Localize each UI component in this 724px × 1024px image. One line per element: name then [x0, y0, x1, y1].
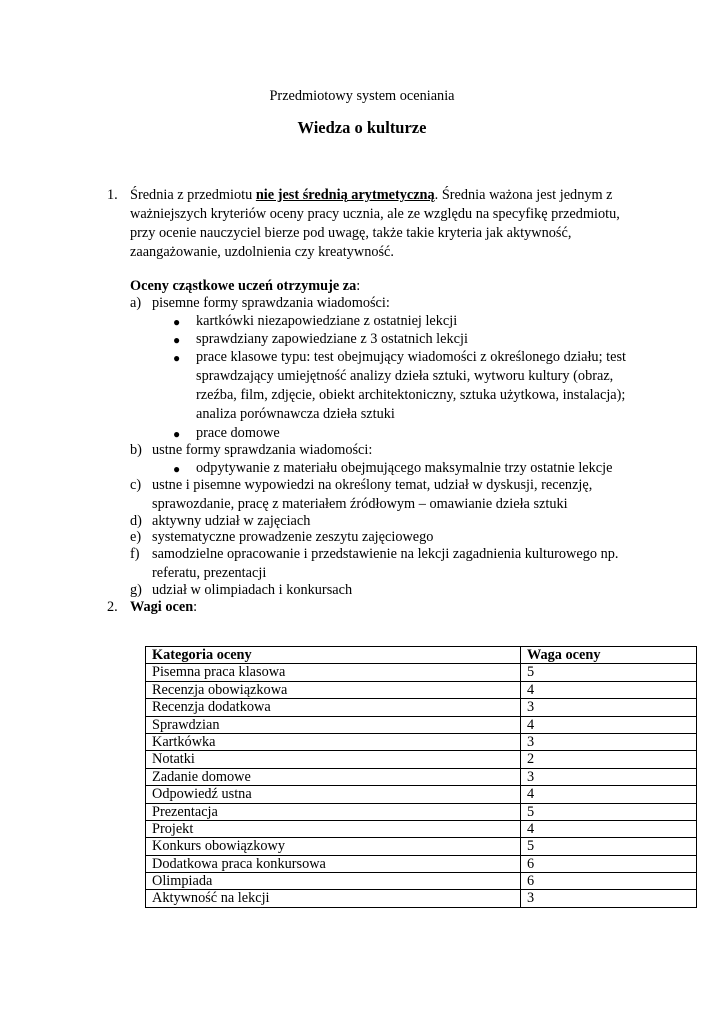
bullet-icon: ●	[173, 333, 181, 347]
partial-grades-heading-colon: :	[356, 278, 361, 294]
item-e-letter: e)	[130, 529, 142, 545]
item-e-text: systematyczne prowadzenie zeszytu zajęciowego	[152, 529, 434, 545]
category-cell: Notatki	[146, 751, 521, 768]
document-subtitle: Przedmiotowy system oceniania	[269, 88, 455, 104]
item-c-letter: c)	[130, 477, 142, 493]
category-cell: Prezentacja	[146, 803, 521, 820]
section-1-number: 1.	[107, 187, 118, 203]
weight-cell: 6	[521, 873, 697, 890]
category-cell: Recenzja obowiązkowa	[146, 681, 521, 698]
item-a-bullet-3-line-2: sprawdzający umiejętność analizy dzieła sztuki, wytworu kultury (obraz,	[196, 368, 614, 384]
document-title: Wiedza o kulturze	[297, 118, 427, 137]
item-f-letter: f)	[130, 546, 140, 562]
weight-cell: 4	[521, 820, 697, 837]
table-row	[146, 664, 697, 681]
section-2-number: 2.	[107, 599, 118, 615]
weight-cell: 4	[521, 681, 697, 698]
table-header-weight: Waga oceny	[521, 647, 697, 664]
item-a-bullet-3-line-1: prace klasowe typu: test obejmujący wiadomości z określonego działu; test	[196, 349, 626, 365]
table-row	[146, 838, 697, 855]
table-row	[146, 803, 697, 820]
weight-cell: 2	[521, 751, 697, 768]
item-b-letter: b)	[130, 442, 142, 458]
table-row	[146, 855, 697, 872]
category-cell: Zadanie domowe	[146, 768, 521, 785]
category-cell: Konkurs obowiązkowy	[146, 838, 521, 855]
table-row	[146, 890, 697, 907]
item-g-text: udział w olimpiadach i konkursach	[152, 582, 353, 598]
table-row	[146, 873, 697, 890]
weight-cell: 3	[521, 699, 697, 716]
section-1-line-3: przy ocenie nauczyciel bierze pod uwagę, także takie kryteria jak aktywność,	[130, 225, 572, 241]
weight-cell: 5	[521, 803, 697, 820]
bullet-icon: ●	[173, 427, 181, 441]
item-b-text: ustne formy sprawdzania wiadomości:	[152, 442, 373, 458]
item-a-bullet-3-line-3: rzeźba, film, zdjęcie, obiekt architektoniczny, sztuka użytkowa, instalacja);	[196, 387, 626, 403]
section-1-emphasis: nie jest średnią arytmetyczną	[255, 187, 435, 203]
category-cell: Projekt	[146, 820, 521, 837]
category-cell: Recenzja dodatkowa	[146, 699, 521, 716]
section-1-line-4: zaangażowanie, uzdolnienia czy kreatywność.	[130, 244, 394, 260]
item-c-line-2: sprawozdanie, pracę z materiałem źródłowym – omawianie dzieła sztuki	[152, 496, 568, 512]
table-header-category: Kategoria oceny	[146, 647, 521, 664]
table-row	[146, 699, 697, 716]
item-a-letter: a)	[130, 295, 142, 311]
item-g-letter: g)	[130, 582, 142, 598]
table-header-row	[146, 647, 697, 664]
category-cell: Aktywność na lekcji	[146, 890, 521, 907]
item-a-bullet-1: kartkówki niezapowiedziane z ostatniej lekcji	[196, 313, 458, 329]
section-1-line-1-post: . Średnia ważona jest jednym z	[434, 187, 613, 203]
weight-cell: 4	[521, 786, 697, 803]
table-row	[146, 751, 697, 768]
bullet-icon: ●	[173, 462, 181, 476]
partial-grades-heading-bold: Oceny cząstkowe uczeń otrzymuje za	[130, 278, 357, 294]
table-row	[146, 733, 697, 750]
section-2-heading-bold: Wagi ocen	[130, 599, 194, 615]
section-1-line-2: ważniejszych kryteriów oceny pracy ucznia, ale ze względu na specyfikę przedmiotu,	[130, 206, 620, 222]
bullet-icon: ●	[173, 351, 181, 365]
partial-grades-heading	[130, 277, 360, 295]
section-2-heading	[130, 598, 197, 616]
weight-cell: 6	[521, 855, 697, 872]
bullet-icon: ●	[173, 315, 181, 329]
table-row	[146, 786, 697, 803]
category-cell: Odpowiedź ustna	[146, 786, 521, 803]
category-cell: Sprawdzian	[146, 716, 521, 733]
weight-cell: 3	[521, 733, 697, 750]
table-row	[146, 681, 697, 698]
weight-cell: 3	[521, 890, 697, 907]
category-cell: Pisemna praca klasowa	[146, 664, 521, 681]
item-a-bullet-3-line-4: analiza porównawcza dzieła sztuki	[196, 406, 395, 422]
item-a-bullet-2: sprawdziany zapowiedziane z 3 ostatnich lekcji	[196, 331, 468, 347]
section-2-heading-colon: :	[193, 599, 198, 615]
weight-cell: 5	[521, 664, 697, 681]
category-cell: Kartkówka	[146, 733, 521, 750]
item-c-line-1: ustne i pisemne wypowiedzi na określony temat, udział w dyskusji, recenzję,	[152, 477, 593, 493]
item-f-line-1: samodzielne opracowanie i przedstawienie na lekcji zagadnienia kulturowego np.	[152, 546, 619, 562]
item-a-text: pisemne formy sprawdzania wiadomości:	[152, 295, 390, 311]
weight-cell: 5	[521, 838, 697, 855]
item-a-bullet-4: prace domowe	[196, 425, 280, 441]
weight-cell: 3	[521, 768, 697, 785]
item-b-bullet-1: odpytywanie z materiału obejmującego maksymalnie trzy ostatnie lekcje	[196, 460, 613, 476]
item-f-line-2: referatu, prezentacji	[152, 565, 267, 581]
table-row	[146, 716, 697, 733]
category-cell: Dodatkowa praca konkursowa	[146, 855, 521, 872]
table-row	[146, 768, 697, 785]
grade-weights-table	[145, 646, 697, 908]
section-1-line-1-pre: Średnia z przedmiotu	[130, 187, 256, 203]
weight-cell: 4	[521, 716, 697, 733]
item-d-text: aktywny udział w zajęciach	[152, 513, 311, 529]
section-1-line-1	[130, 186, 613, 204]
table-row	[146, 820, 697, 837]
item-d-letter: d)	[130, 513, 142, 529]
category-cell: Olimpiada	[146, 873, 521, 890]
